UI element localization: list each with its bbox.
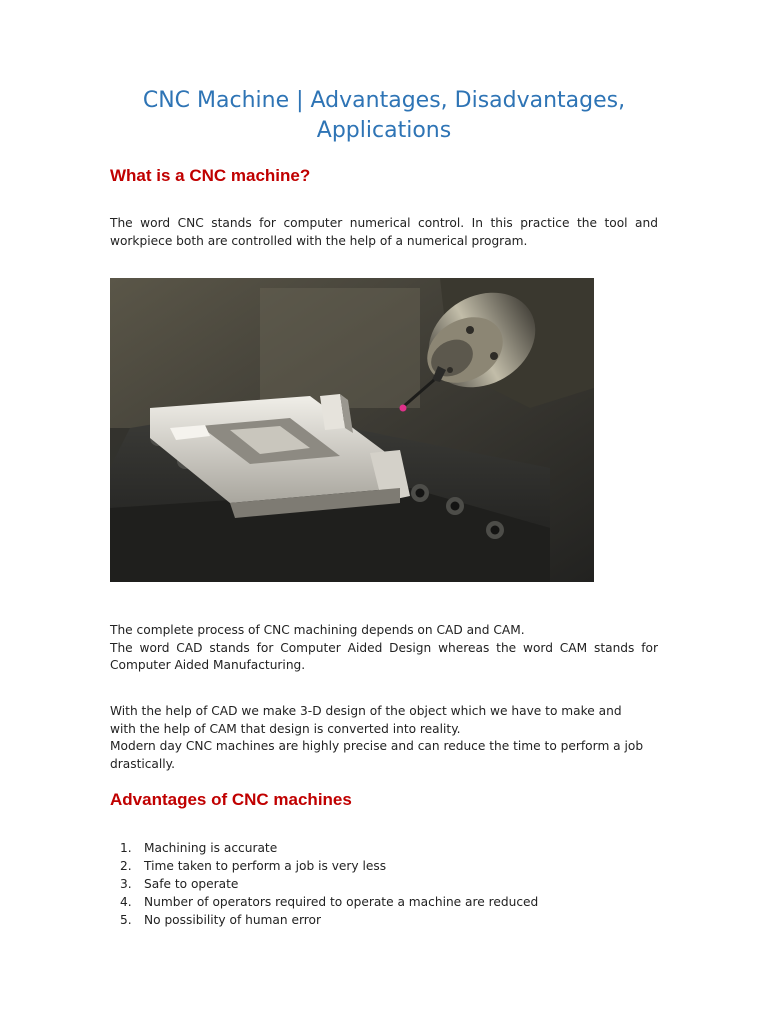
list-item-number: 4. bbox=[120, 895, 132, 909]
cad-usage-line-4: drastically. bbox=[110, 756, 176, 771]
list-item-text: Number of operators required to operate a machine are reduced bbox=[144, 895, 539, 909]
list-item-number: 5. bbox=[120, 913, 132, 927]
cad-usage-line-2: with the help of CAM that design is converted into reality. bbox=[110, 721, 461, 736]
list-item-text: Safe to operate bbox=[144, 877, 239, 891]
cnc-machine-photo bbox=[110, 278, 594, 582]
title-line-1: CNC Machine | Advantages, Disadvantages, bbox=[142, 88, 626, 113]
list-item bbox=[110, 911, 538, 929]
list-item-text: No possibility of human error bbox=[144, 913, 321, 927]
list-item bbox=[110, 893, 538, 911]
cnc-machine-illustration bbox=[110, 278, 594, 582]
intro-line-1: The word CNC stands for computer numerical control. In this practice the tool and bbox=[110, 216, 658, 230]
title-line-2: Applications bbox=[316, 118, 452, 143]
cad-usage-paragraph bbox=[110, 703, 658, 773]
probe-tip bbox=[400, 405, 407, 412]
page-title bbox=[110, 86, 658, 146]
list-item bbox=[110, 839, 538, 857]
list-item-number: 2. bbox=[120, 859, 132, 873]
list-item bbox=[110, 875, 538, 893]
list-item-number: 1. bbox=[120, 841, 132, 855]
cad-usage-line-3: Modern day CNC machines are highly precise and can reduce the time to perform a job bbox=[110, 739, 644, 753]
list-item-text: Machining is accurate bbox=[144, 841, 278, 855]
list-item bbox=[110, 857, 538, 875]
cad-cam-line-1: The complete process of CNC machining depends on CAD and CAM. bbox=[110, 623, 525, 637]
list-item-number: 3. bbox=[120, 877, 132, 891]
cad-usage-line-1: With the help of CAD we make 3-D design of the object which we have to make and bbox=[110, 704, 622, 718]
intro-paragraph bbox=[110, 215, 658, 250]
list-item-text: Time taken to perform a job is very less bbox=[144, 859, 387, 873]
section-heading-advantages: Advantages of CNC machines bbox=[110, 790, 352, 809]
cad-cam-paragraph bbox=[110, 622, 658, 675]
intro-line-2: workpiece both are controlled with the help of a numerical program. bbox=[110, 233, 528, 248]
section-heading-what-is-cnc: What is a CNC machine? bbox=[110, 166, 311, 185]
cad-cam-line-2: The word CAD stands for Computer Aided Design whereas the word CAM stands for bbox=[110, 640, 658, 655]
cad-cam-line-3: Computer Aided Manufacturing. bbox=[110, 658, 306, 672]
advantages-list bbox=[110, 839, 538, 929]
